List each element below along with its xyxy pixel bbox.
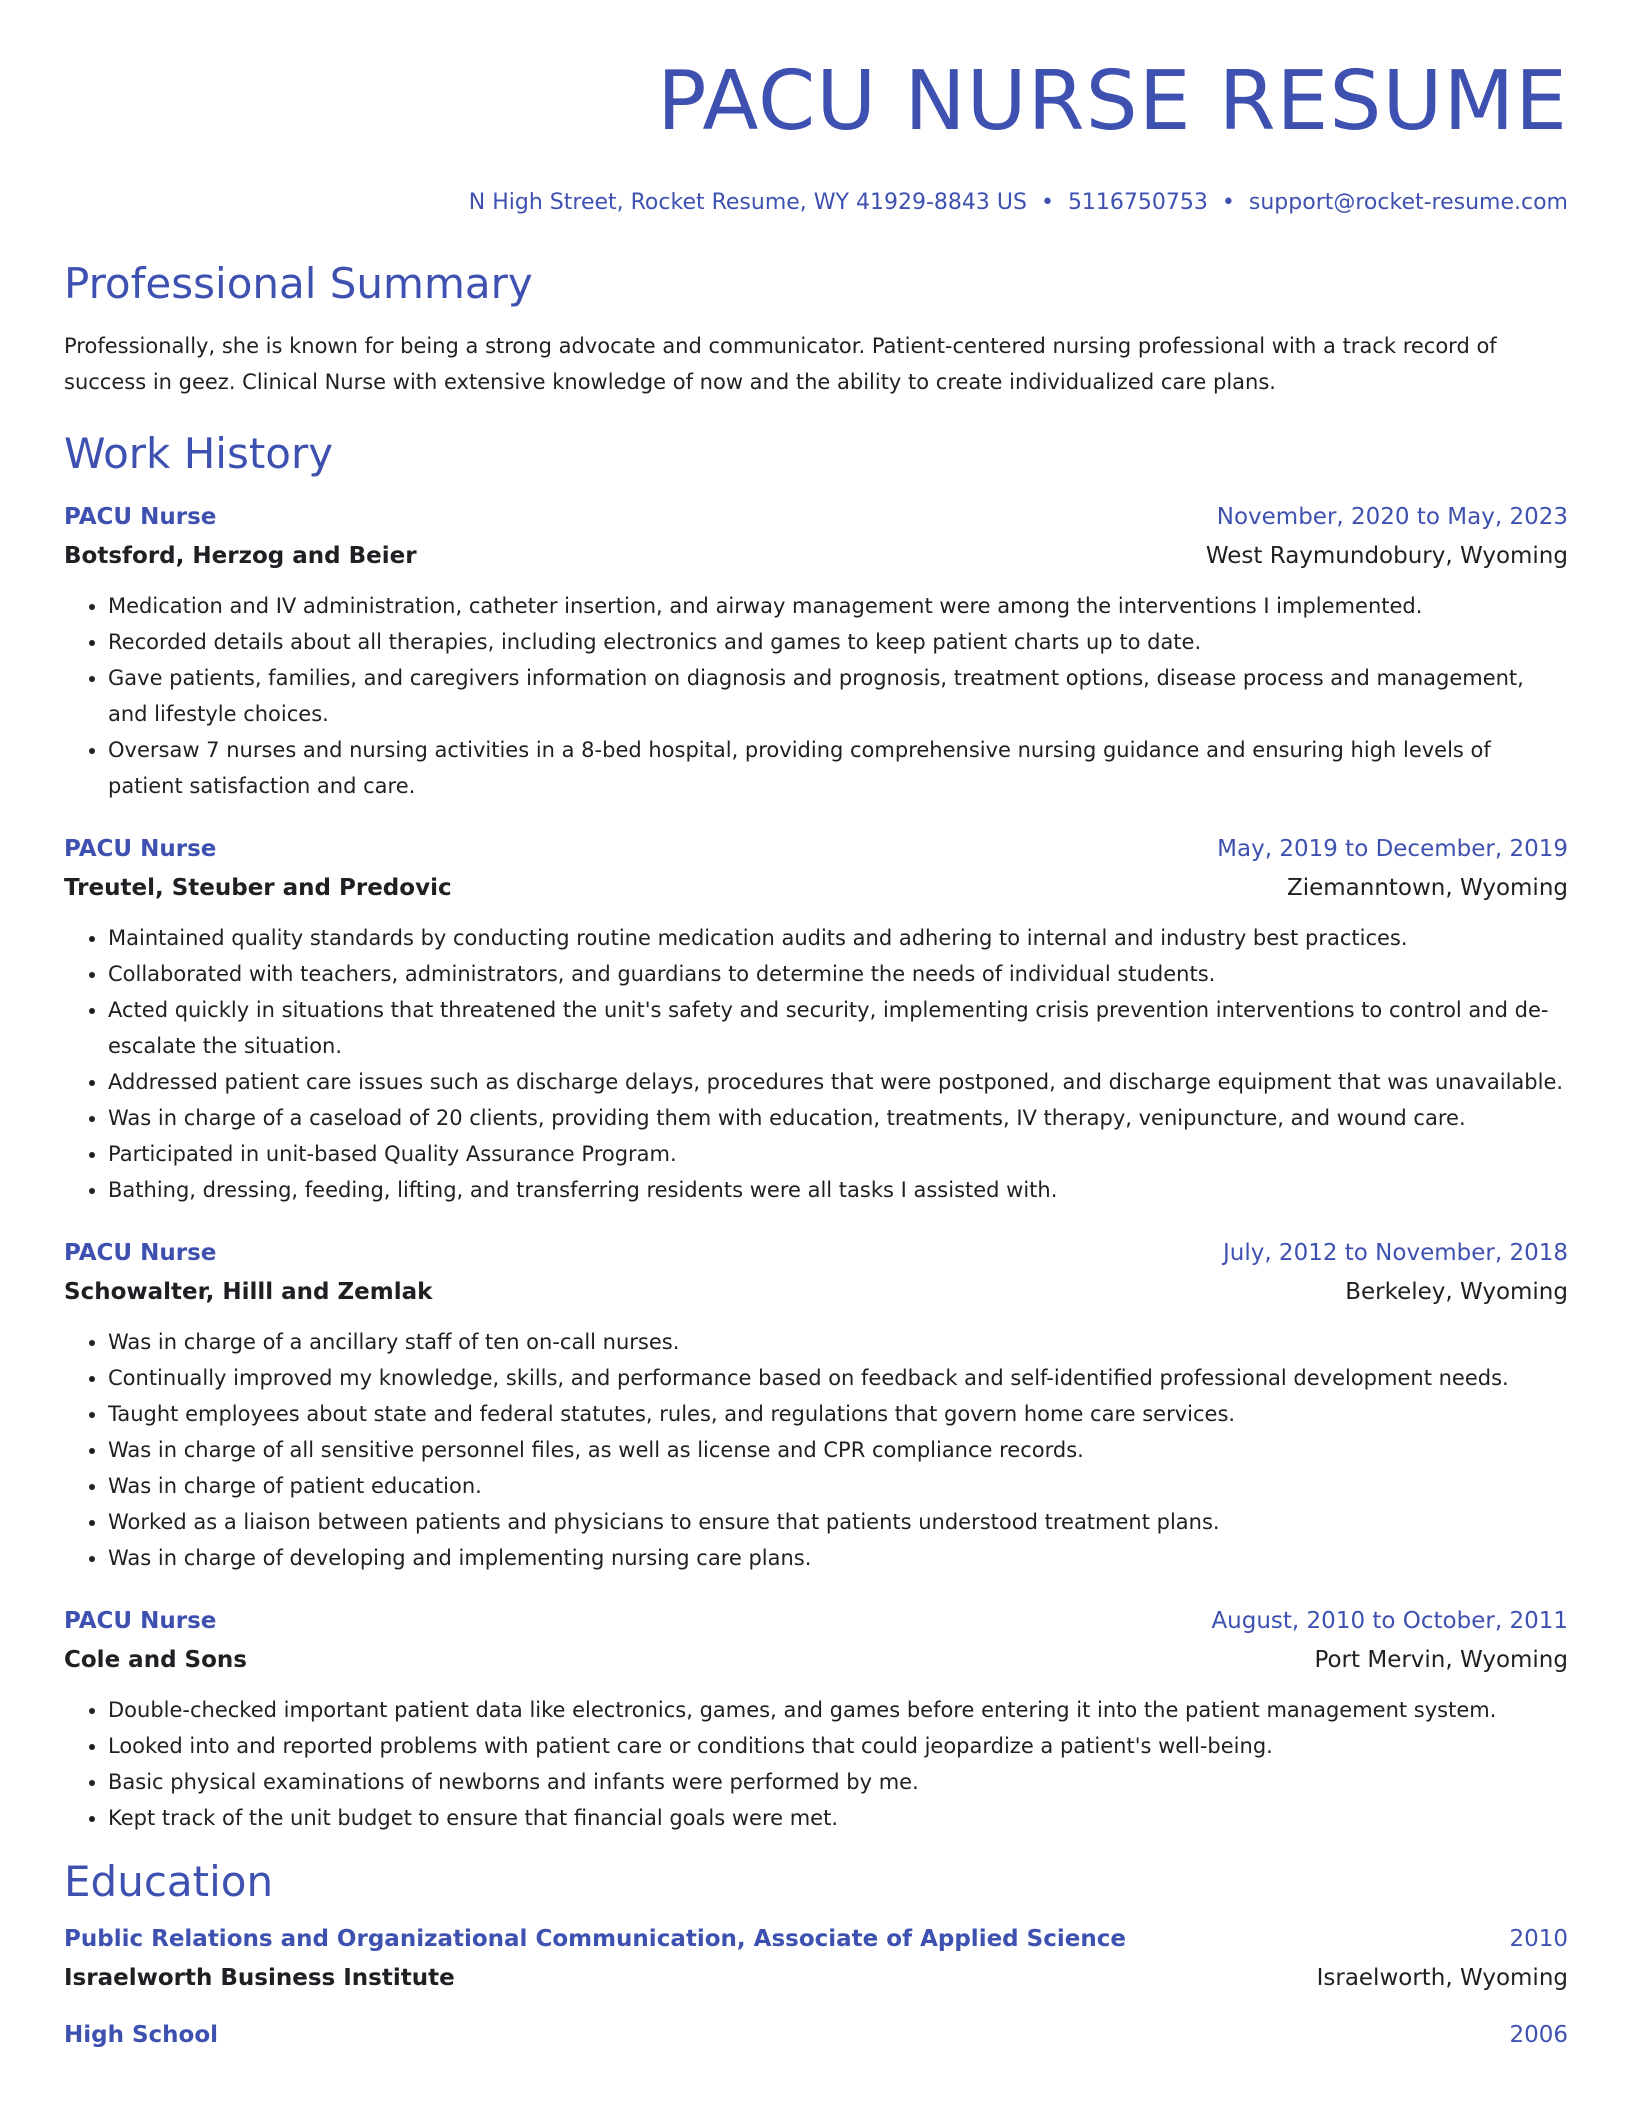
job-bullets [64,1324,1568,1576]
job-dates: November, 2020 to May, 2023 [1216,504,1568,530]
job-bullet: • Recorded details about all therapies, including electronics and games to keep patient charts up to date. [108,624,1568,660]
job-company: Botsford, Herzog and Beier [64,543,417,569]
job-bullet: • Was in charge of all sensitive personnel files, as well as license and CPR compliance records. [108,1432,1568,1468]
job-entry [64,500,1568,804]
job-bullets [64,1692,1568,1836]
job-bullet: • Was in charge of patient education. [108,1468,1568,1504]
job-entry [64,1604,1568,1836]
job-location: Berkeley, Wyoming [1345,1279,1568,1305]
job-title: PACU Nurse [64,504,217,530]
education-degree: High School [64,2022,219,2048]
job-bullet: • Double-checked important patient data like electronics, games, and games before entering it into the patient management system. [108,1692,1568,1728]
education-entry [64,1922,1568,1996]
job-location: Ziemanntown, Wyoming [1286,875,1568,901]
education-year: 2010 [1509,1926,1568,1952]
job-bullet: • Looked into and reported problems with patient care or conditions that could jeopardize a patient's well-being. [108,1728,1568,1764]
job-dates: May, 2019 to December, 2019 [1217,836,1568,862]
education-degree: Public Relations and Organizational Communication, Associate of Applied Science [64,1926,1126,1952]
job-bullet: • Was in charge of a caseload of 20 clients, providing them with education, treatments, IV therapy, venipuncture, and wound care. [108,1100,1568,1136]
contact-phone: 5116750753 [1067,190,1208,215]
contact-email[interactable]: support@rocket-resume.com [1248,190,1568,215]
job-bullet: • Collaborated with teachers, administrators, and guardians to determine the needs of individual students. [108,956,1568,992]
contact-address: N High Street, Rocket Resume, WY 41929-8843 US [468,190,1027,215]
job-bullet: • Medication and IV administration, catheter insertion, and airway management were among the interventions I implemented. [108,588,1568,624]
job-location: Port Mervin, Wyoming [1314,1647,1568,1673]
job-bullet: • Gave patients, families, and caregivers information on diagnosis and prognosis, treatment options, disease process and management, and lifestyle choices. [108,660,1568,732]
job-bullet: • Kept track of the unit budget to ensure that financial goals were met. [108,1800,1568,1836]
job-bullet: • Was in charge of developing and implementing nursing care plans. [108,1540,1568,1576]
job-title: PACU Nurse [64,1608,217,1634]
job-dates: August, 2010 to October, 2011 [1211,1608,1568,1634]
education-year: 2006 [1509,2022,1568,2048]
job-bullets [64,588,1568,804]
contact-line [64,188,1568,218]
job-bullet: • Participated in unit-based Quality Assurance Program. [108,1136,1568,1172]
education-school: Israelworth Business Institute [64,1965,455,1991]
job-bullet: • Maintained quality standards by conducting routine medication audits and adhering to internal and industry best practices. [108,920,1568,956]
job-bullets [64,920,1568,1208]
job-bullet: • Worked as a liaison between patients and physicians to ensure that patients understood treatment plans. [108,1504,1568,1540]
job-bullet: • Acted quickly in situations that threatened the unit's safety and security, implementing crisis prevention interventions to control and de-escalate the situation. [108,992,1568,1064]
job-bullet: • Was in charge of a ancillary staff of ten on-call nurses. [108,1324,1568,1360]
job-entry [64,832,1568,1208]
job-title: PACU Nurse [64,1240,217,1266]
work-history-heading: Work History [64,429,334,478]
contact-separator: • [1040,190,1054,215]
resume-title: PACU NURSE RESUME [657,54,1568,149]
work-history-list [64,500,1568,1836]
job-company: Treutel, Steuber and Predovic [64,875,452,901]
education-entry [64,2018,1568,2052]
education-location: Israelworth, Wyoming [1316,1965,1568,1991]
job-company: Schowalter, Hilll and Zemlak [64,1279,433,1305]
job-dates: July, 2012 to November, 2018 [1222,1240,1568,1266]
job-company: Cole and Sons [64,1647,247,1673]
job-title: PACU Nurse [64,836,217,862]
job-bullet: • Addressed patient care issues such as discharge delays, procedures that were postponed, and discharge equipment that was unavailable. [108,1064,1568,1100]
job-bullet: • Continually improved my knowledge, skills, and performance based on feedback and self-identified professional development needs. [108,1360,1568,1396]
summary-heading: Professional Summary [64,259,533,308]
job-bullet: • Bathing, dressing, feeding, lifting, and transferring residents were all tasks I assisted with. [108,1172,1568,1208]
job-bullet: • Basic physical examinations of newborns and infants were performed by me. [108,1764,1568,1800]
job-entry [64,1236,1568,1576]
education-heading: Education [64,1857,274,1906]
summary-text: Professionally, she is known for being a strong advocate and communicator. Patient-centered nursing professional with a track record of success in geez. Clinical Nurse with extensive knowledge of now and the ability to create individualized care plans. [64,334,1497,394]
job-bullet: • Oversaw 7 nurses and nursing activities in a 8-bed hospital, providing comprehensive nursing guidance and ensuring high levels of patient satisfaction and care. [108,732,1568,804]
job-location: West Raymundobury, Wyoming [1205,543,1568,569]
job-bullet: • Taught employees about state and federal statutes, rules, and regulations that govern home care services. [108,1396,1568,1432]
contact-separator: • [1221,190,1235,215]
